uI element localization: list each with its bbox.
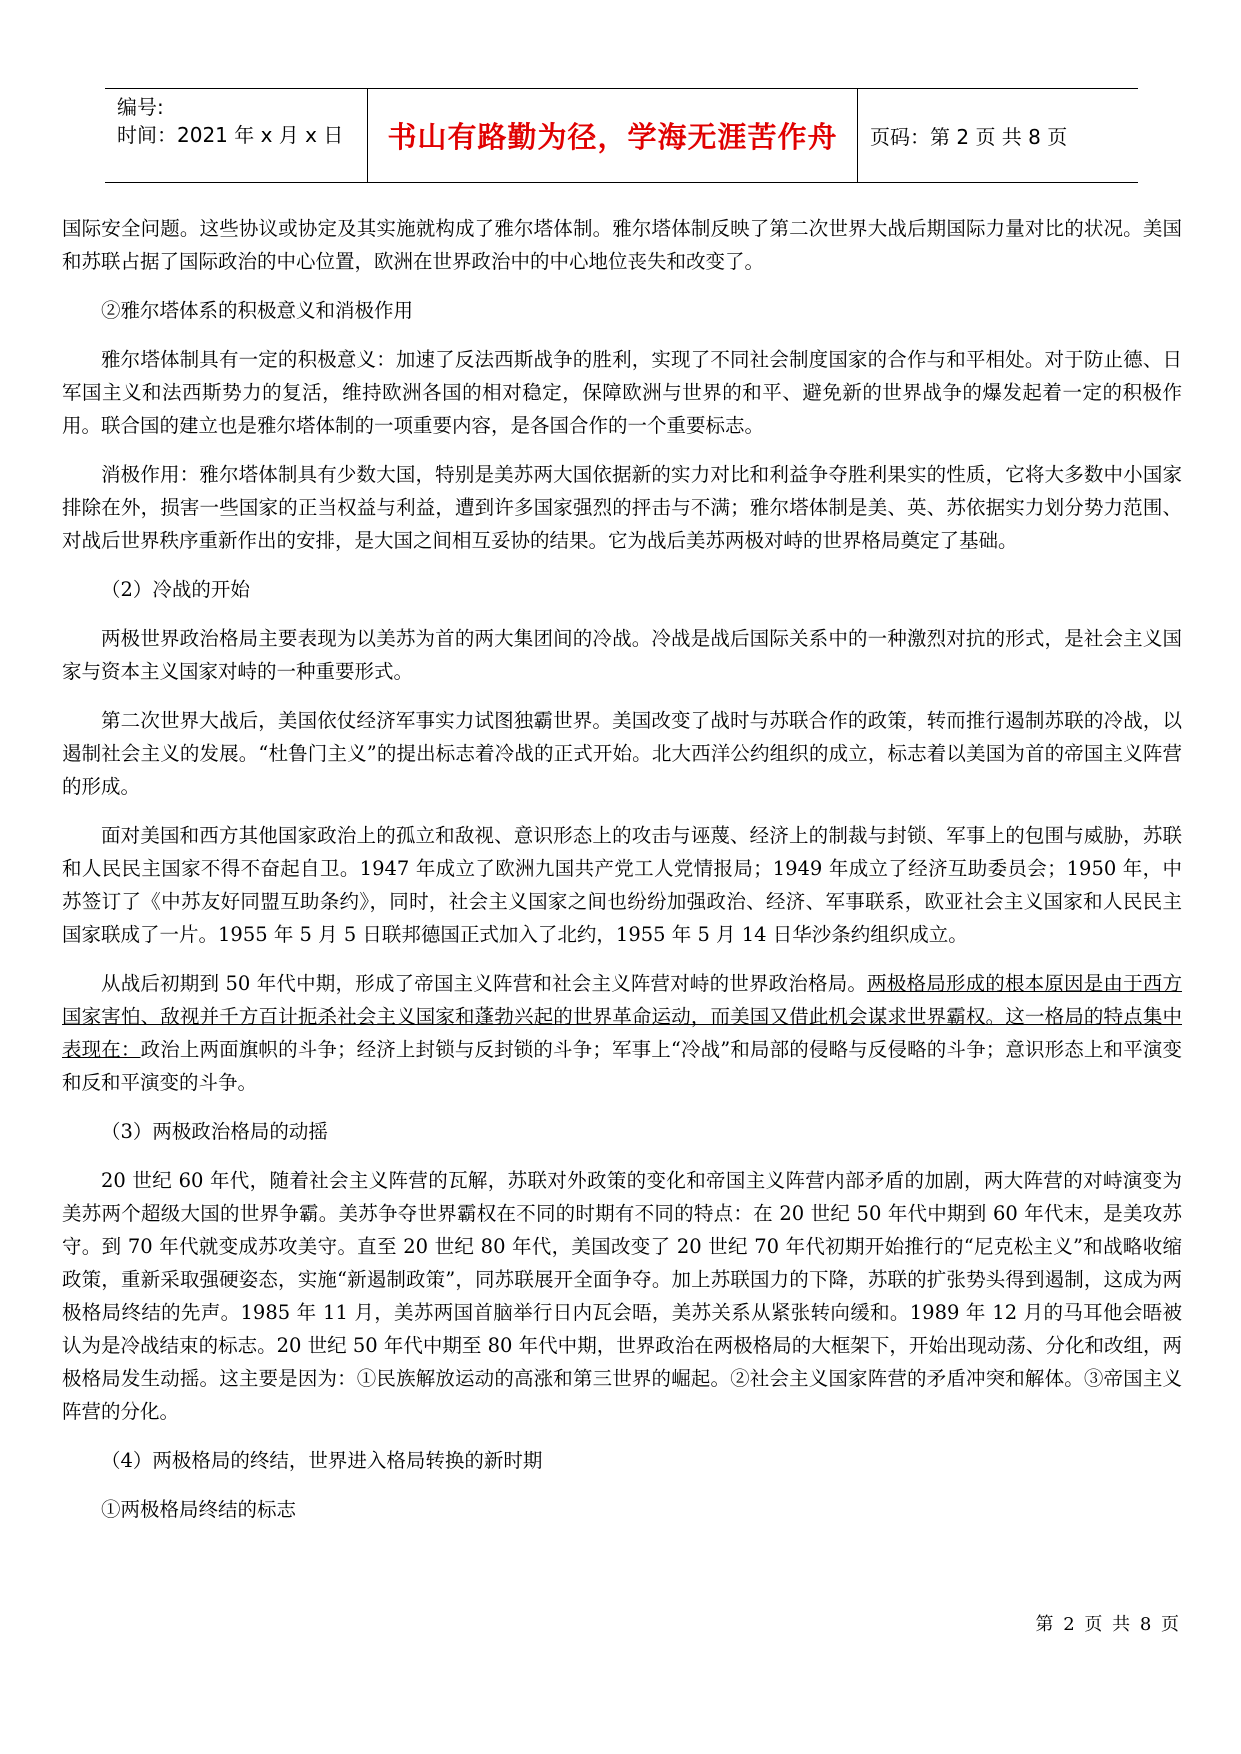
paragraph: 国际安全问题。这些协议或协定及其实施就构成了雅尔塔体制。雅尔塔体制反映了第二次世界大战后期国际力量对比的状况。美国和苏联占据了国际政治的中心位置，欧洲在世界政治中的中心地位丧失和改变了。	[62, 217, 1182, 273]
section-heading: （4）两极格局的终结，世界进入格局转换的新时期	[101, 1449, 543, 1472]
section-heading: （2）冷战的开始	[101, 578, 250, 601]
section-heading: （3）两极政治格局的动摇	[101, 1120, 328, 1143]
header-info-cell	[105, 89, 368, 182]
section-heading: ②雅尔塔体系的积极意义和消极作用	[101, 299, 414, 322]
time-label: 时间：2021 年 x 月 x 日	[117, 123, 344, 147]
underlined-text: 两极格局形成的根本原因是由于西方国家害怕、敌视并千方百计扼杀社会主义国家和蓬勃兴起的世界革命运动，而美国又借此机会谋求世界霸权。这一格局的特点集中表现在：	[62, 972, 1182, 1061]
section-heading: ①两极格局终结的标志	[101, 1498, 297, 1521]
paragraph: 20 世纪 60 年代，随着社会主义阵营的瓦解，苏联对外政策的变化和帝国主义阵营内部矛盾的加剧，两大阵营的对峙演变为美苏两个超级大国的世界争霸。美苏争夺世界霸权在不同的时期有不同的特点：在 20 世纪 50 年代中期到 60 年代末，是美攻苏守。到 70 年代就变成苏攻美守。直至 20 世纪 80 年代，美国改变了 20 世纪 70 年代初期开始推行的“尼克松主义”和战略收缩政策，重新采取强硬姿态，实施“新遏制政策”，同苏联展开全面争夺。加上苏联国力的下降，苏联的扩张势头得到遏制，这成为两极格局终结的先声。1985 年 11 月，美苏两国首脑举行日内瓦会晤，美苏关系从紧张转向缓和。1989 年 12 月的马耳他会晤被认为是冷战结束的标志。20 世纪 50 年代中期至 80 年代中期，世界政治在两极格局的大框架下，开始出现动荡、分化和改组，两极格局发生动摇。这主要是因为：①民族解放运动的高涨和第三世界的崛起。②社会主义国家阵营的矛盾冲突和解体。③帝国主义阵营的分化。	[62, 1169, 1182, 1423]
header-page-cell	[858, 89, 1138, 182]
number-label: 编号:	[117, 95, 164, 119]
paragraph-text: 政治上两面旗帜的斗争；经济上封锁与反封锁的斗争；军事上“冷战”和局部的侵略与反侵略的斗争；意识形态上和平演变和反和平演变的斗争。	[62, 1038, 1182, 1094]
page-footer: 第 2 页 共 8 页	[1035, 1614, 1181, 1635]
page-label: 页码：第 2 页 共 8 页	[870, 125, 1068, 149]
paragraph: 两极世界政治格局主要表现为以美苏为首的两大集团间的冷战。冷战是战后国际关系中的一种激烈对抗的形式，是社会主义国家与资本主义国家对峙的一种重要形式。	[62, 627, 1182, 683]
paragraph-text: 从战后初期到 50 年代中期，形成了帝国主义阵营和社会主义阵营对峙的世界政治格局。	[101, 972, 868, 995]
paragraph	[62, 967, 1182, 1099]
paragraph: 雅尔塔体制具有一定的积极意义：加速了反法西斯战争的胜利，实现了不同社会制度国家的合作与和平相处。对于防止德、日军国主义和法西斯势力的复活，维持欧洲各国的相对稳定，保障欧洲与世界的和平、避免新的世界战争的爆发起着一定的积极作用。联合国的建立也是雅尔塔体制的一项重要内容，是各国合作的一个重要标志。	[62, 348, 1182, 437]
paragraph: 面对美国和西方其他国家政治上的孤立和敌视、意识形态上的攻击与诬蔑、经济上的制裁与封锁、军事上的包围与威胁，苏联和人民民主国家不得不奋起自卫。1947 年成立了欧洲九国共产党工人党情报局；1949 年成立了经济互助委员会；1950 年，中苏签订了《中苏友好同盟互助条约》，同时，社会主义国家之间也纷纷加强政治、经济、军事联系，欧亚社会主义国家和人民民主国家联成了一片。1955 年 5 月 5 日联邦德国正式加入了北约，1955 年 5 月 14 日华沙条约组织成立。	[62, 824, 1182, 946]
document-body	[62, 212, 1182, 1542]
header-motto-cell	[368, 89, 858, 182]
paragraph: 第二次世界大战后，美国依仗经济军事实力试图独霸世界。美国改变了战时与苏联合作的政策，转而推行遏制苏联的冷战，以遏制社会主义的发展。“杜鲁门主义”的提出标志着冷战的正式开始。北大西洋公约组织的成立，标志着以美国为首的帝国主义阵营的形成。	[62, 709, 1182, 798]
paragraph: 消极作用：雅尔塔体制具有少数大国，特别是美苏两大国依据新的实力对比和利益争夺胜利果实的性质，它将大多数中小国家排除在外，损害一些国家的正当权益与利益，遭到许多国家强烈的抨击与不满；雅尔塔体制是美、英、苏依据实力划分势力范围、对战后世界秩序重新作出的安排，是大国之间相互妥协的结果。它为战后美苏两极对峙的世界格局奠定了基础。	[62, 463, 1182, 552]
page-header	[105, 88, 1138, 183]
motto-text: 书山有路勤为径，学海无涯苦作舟	[387, 120, 838, 154]
